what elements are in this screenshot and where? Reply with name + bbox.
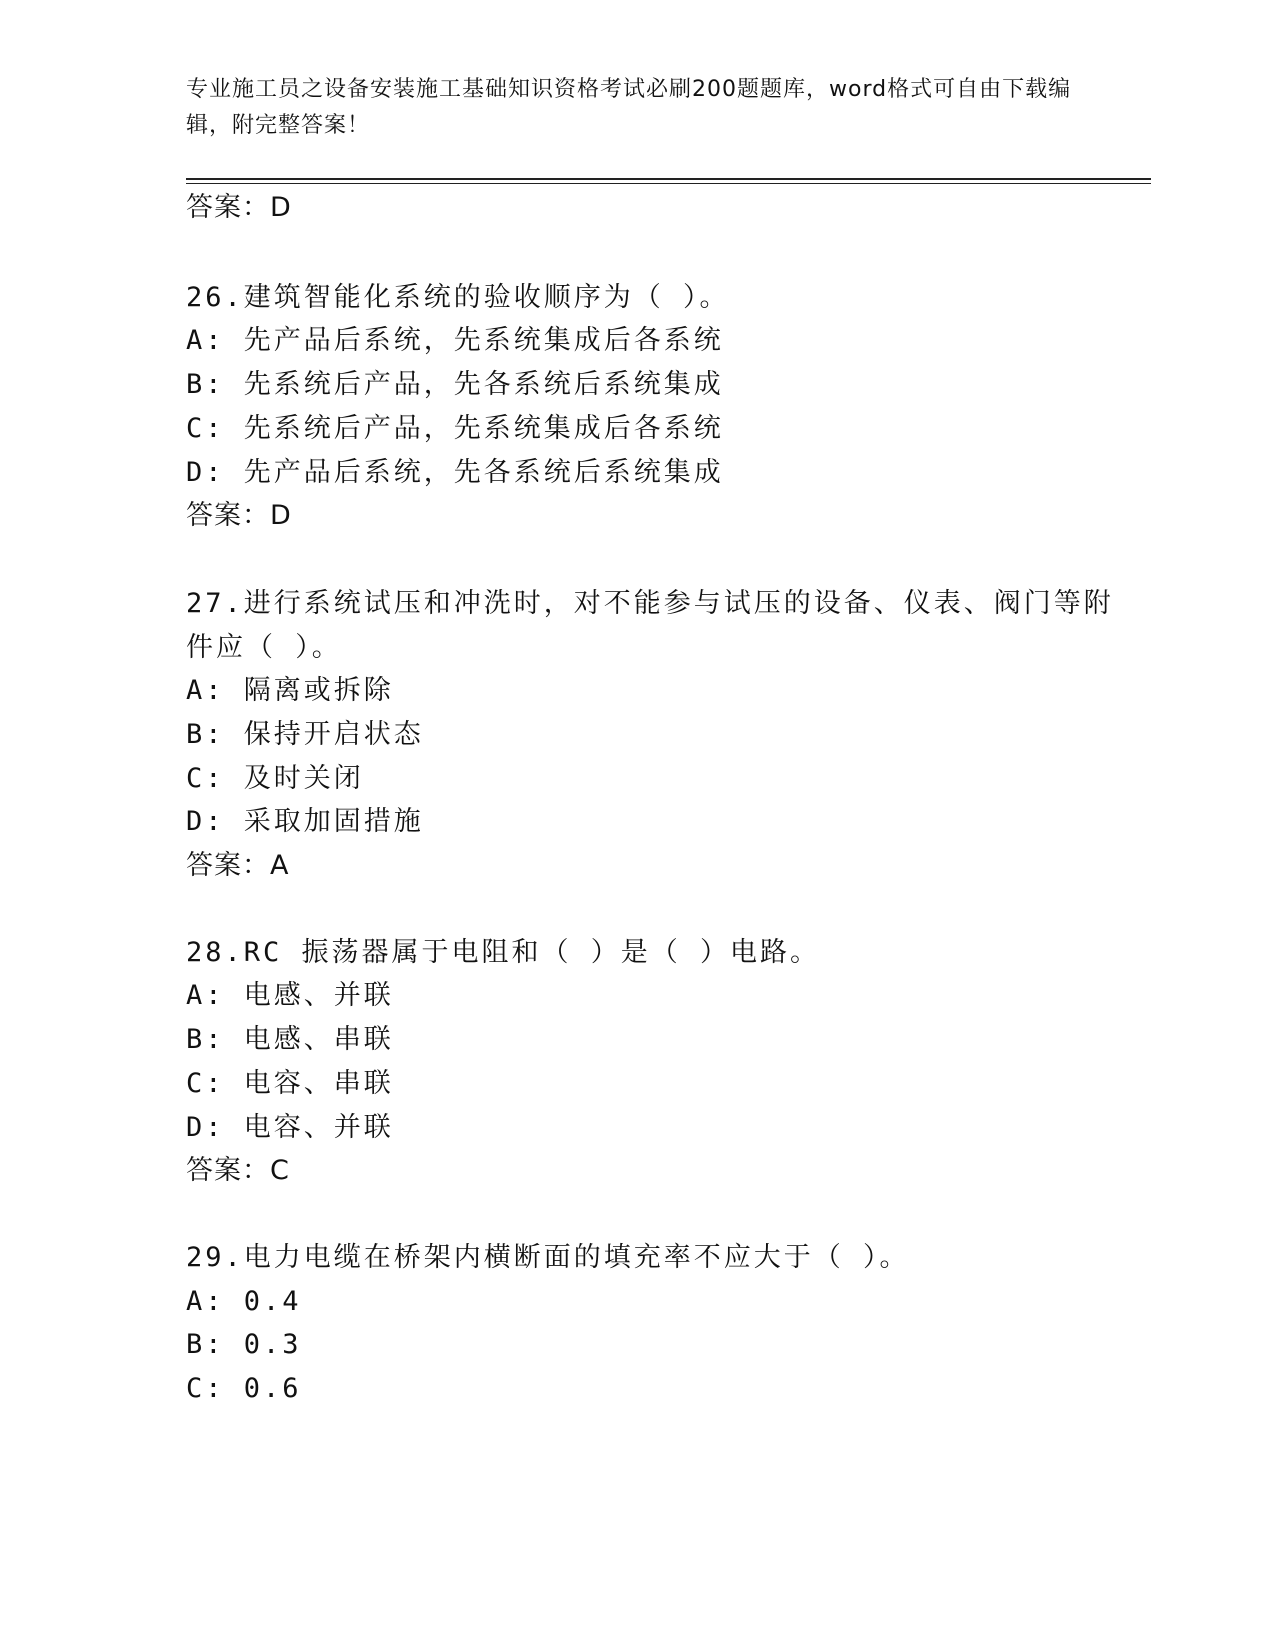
question-26-option-c: C: 先系统后产品，先系统集成后各系统 <box>186 413 724 444</box>
question-29-option-a: A: 0.4 <box>186 1286 302 1317</box>
question-26-option-d: D: 先产品后系统，先各系统后系统集成 <box>186 457 724 488</box>
question-29-stem: 29.电力电缆在桥架内横断面的填充率不应大于（ ）。 <box>186 1242 910 1273</box>
question-27-option-c: C: 及时关闭 <box>186 763 364 794</box>
question-28-stem: 28.RC 振荡器属于电阻和（ ）是（ ）电路。 <box>186 937 821 968</box>
question-26-option-b: B: 先系统后产品，先各系统后系统集成 <box>186 369 724 400</box>
question-28-option-b: B: 电感、串联 <box>186 1024 394 1055</box>
answer-q27: 答案：A <box>186 850 290 881</box>
question-26-option-a: A: 先产品后系统，先系统集成后各系统 <box>186 325 724 356</box>
question-27-stem-line2: 件应（ ）。 <box>186 632 342 663</box>
question-27-option-b: B: 保持开启状态 <box>186 719 424 750</box>
question-27-option-a: A: 隔离或拆除 <box>186 675 394 706</box>
answer-q25: 答案：D <box>186 192 292 223</box>
header-rule-thin <box>186 183 1151 184</box>
answer-q26: 答案：D <box>186 500 292 531</box>
question-29-option-c: C: 0.6 <box>186 1373 302 1404</box>
question-27-stem-line1: 27.进行系统试压和冲洗时，对不能参与试压的设备、仪表、阀门等附 <box>186 588 1114 619</box>
question-26-stem: 26.建筑智能化系统的验收顺序为（ ）。 <box>186 282 730 313</box>
question-28-option-d: D: 电容、并联 <box>186 1112 394 1143</box>
question-28-option-a: A: 电感、并联 <box>186 980 394 1011</box>
header-rule-thick <box>186 178 1151 180</box>
question-28-option-c: C: 电容、串联 <box>186 1068 394 1099</box>
question-29-option-b: B: 0.3 <box>186 1329 302 1360</box>
question-27-option-d: D: 采取加固措施 <box>186 806 424 837</box>
answer-q28: 答案：C <box>186 1155 290 1186</box>
document-header: 专业施工员之设备安装施工基础知识资格考试必刷200题题库，word格式可自由下载编辑，附完整答案！ <box>186 77 1072 138</box>
